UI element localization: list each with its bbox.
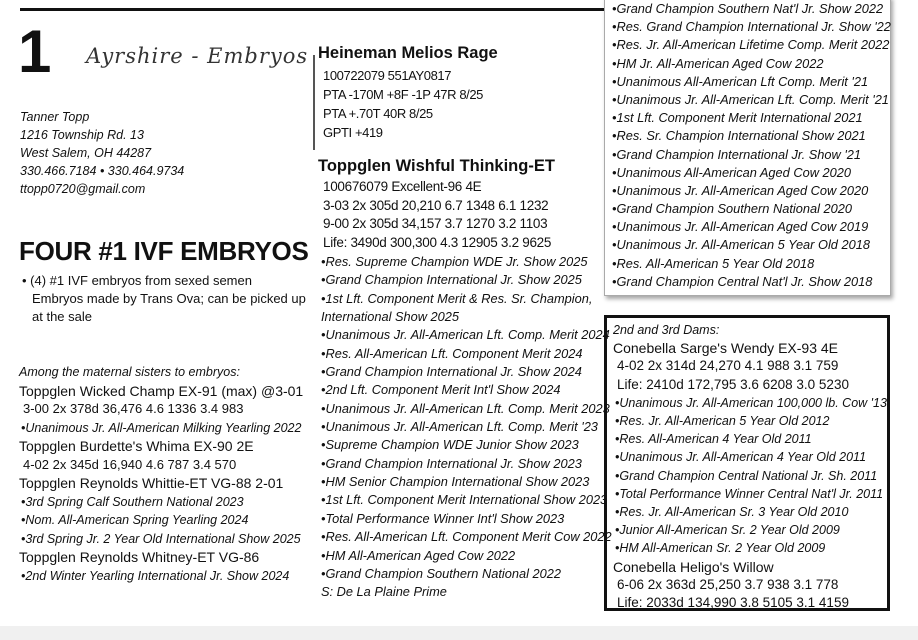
dam-record-line: 9-00 2x 305d 34,157 3.7 1270 3.2 1103 [323,216,548,231]
award-line: •Unanimous Jr. All-American Lft. Comp. Merit 2023 [321,400,610,416]
award-line: International Show 2025 [321,309,460,325]
award-line: •Res. All-American 5 Year Old 2018 [612,255,815,271]
award-line: •Res. Jr. All-American Lifetime Comp. Merit 2022 [612,37,890,53]
award-line: •HM All-American Sr. 2 Year Old 2009 [615,541,826,556]
lot-headline: FOUR #1 IVF EMBRYOS [19,236,309,266]
award-line: •Res. All-American Lft. Component Merit 2024 [321,345,583,361]
maternal-rows [19,382,319,586]
award-line: •Grand Champion Central National Jr. Sh. 2011 [615,468,878,483]
award-line: •1st Lft. Component Merit International 2021 [612,110,863,126]
award-line: •Grand Champion International Jr. Show 2023 [321,455,582,471]
dam-name: Toppglen Wishful Thinking-ET [318,157,555,175]
award-line: •Unanimous Jr. All-American 5 Year Old 2018 [612,237,870,253]
award-line: •Unanimous Jr. All-American 100,000 lb. Cow '13 [615,395,887,410]
sire-divider [313,55,315,150]
sire-info [323,66,483,142]
sister-name: Toppglen Burdette's Whima EX-90 2E [19,438,254,454]
award-line: •Res. Jr. All-American 5 Year Old 2012 [615,414,830,429]
award-line: •Unanimous All-American Lft Comp. Merit '21 [612,73,869,89]
award-line: •HM All-American Aged Cow 2022 [321,547,516,563]
consignor-phones: 330.466.7184 • 330.464.9734 [20,164,185,178]
award-line: •3rd Spring Jr. 2 Year Old International Show 2025 [21,531,301,546]
award-line: •3rd Spring Calf Southern National 2023 [21,494,244,509]
sister-name: Toppglen Wicked Champ EX-91 (max) @3-01 [19,382,304,399]
dam-records [323,178,551,252]
maternal-sisters-section [19,363,319,585]
production-record: 3-00 2x 378d 36,476 4.6 1336 3.4 983 [23,401,244,416]
award-line: •Unanimous Jr. All-American Milking Yearling 2022 [21,420,302,435]
sister-name: Toppglen Reynolds Whitney-ET VG-86 [19,549,260,565]
award-line: •Res. All-American Lft. Component Merit Cow 2022 [321,529,612,545]
sister-name: Toppglen Reynolds Whittie-ET VG-88 2-01 [19,475,284,491]
maternal-intro: Among the maternal sisters to embryos: [19,365,240,379]
sire-line: PTA -170M +8F -1P 47R 8/25 [323,87,484,102]
award-line: •Unanimous Jr. All-American Lft. Comp. Merit 2024 [321,327,610,343]
award-line: •Unanimous Jr. All-American Aged Cow 2020 [612,182,869,198]
award-line: •2nd Lft. Component Merit Int'l Show 2024 [321,382,561,398]
award-line: •2nd Winter Yearling International Jr. Show 2024 [21,568,290,583]
award-line: •HM Senior Champion International Show 2023 [321,474,590,490]
award-line: •Nom. All-American Spring Yearling 2024 [21,513,249,527]
description-line: • (4) #1 IVF embryos from sexed semen [22,273,252,288]
award-line: •Res. Grand Champion International Jr. Show '22 [612,19,891,35]
dam-record-line: 3-03 2x 305d 20,210 6.7 1348 6.1 1232 [323,197,549,213]
award-line: S: De La Plaine Prime [321,584,447,600]
award-line: •1st Lft. Component Merit International Show 2023 [321,492,608,508]
dam-record-line: 100676079 Excellent-96 4E [323,179,482,194]
description-line: at the sale [32,309,92,324]
second-third-dams-list [613,321,887,612]
award-line: •Unanimous Jr. All-American 4 Year Old 2011 [615,450,867,465]
lot-breed: Ayrshire - Embryos [86,44,309,68]
consignor-contact [20,108,184,198]
award-line: •Res. All-American 4 Year Old 2011 [615,432,812,447]
lot-description [22,272,307,326]
dam-record-line: Life: 3490d 300,300 4.3 12905 3.2 9625 [323,234,552,250]
dam-awards-list [321,253,612,602]
dam-awards-continued-list [612,0,891,291]
section-header: 2nd and 3rd Dams: [613,323,720,337]
award-line: •Grand Champion International Jr. Show '21 [612,146,862,162]
award-line: •Unanimous Jr. All-American Aged Cow 2019 [612,219,869,235]
sire-name: Heineman Melios Rage [318,44,498,62]
sire-line: GPTI +419 [323,125,383,140]
production-record: Life: 2033d 134,990 3.8 5105 3.1 4159 [617,595,849,611]
dam-name: Conebella Sarge's Wendy EX-93 4E [613,340,838,357]
lot-number: 1 [18,18,52,85]
award-line: •Supreme Champion WDE Junior Show 2023 [321,437,579,453]
award-line: •Unanimous All-American Aged Cow 2020 [612,164,851,180]
award-line: •Unanimous Jr. All-American Lft. Comp. Merit '21 [612,91,889,107]
award-line: •Grand Champion Central Nat'l Jr. Show 2018 [612,273,873,289]
consignor-address2: West Salem, OH 44287 [20,146,152,160]
award-line: •Res. Sr. Champion International Show 2021 [612,128,866,144]
production-record: 4-02 2x 345d 16,940 4.6 787 3.4 570 [23,456,237,472]
production-record: 4-02 2x 314d 24,270 4.1 988 3.1 759 [617,358,839,374]
sire-line: PTA +.70T 40R 8/25 [323,106,433,121]
award-line: •1st Lft. Component Merit & Res. Sr. Champion, [321,290,593,306]
description-line: Embryos made by Trans Ova; can be picked up [32,291,306,306]
award-line: •Res. Supreme Champion WDE Jr. Show 2025 [321,254,588,269]
production-record: Life: 2410d 172,795 3.6 6208 3.0 5230 [617,376,849,392]
consignor-address1: 1216 Township Rd. 13 [20,128,144,142]
bottom-margin [0,626,918,640]
consignor-email[interactable]: ttopp0720@gmail.com [20,182,146,196]
award-line: •Res. Jr. All-American Sr. 3 Year Old 2010 [615,505,849,520]
sire-line: 100722079 551AY0817 [323,68,452,83]
award-line: •Grand Champion Southern Nat'l Jr. Show 2022 [612,1,884,16]
award-line: •Total Performance Winner Central Nat'l Jr. 2011 [615,486,884,501]
award-line: •Grand Champion Southern National 2022 [321,565,561,581]
award-line: •Grand Champion International Jr. Show 2024 [321,364,582,380]
production-record: 6-06 2x 363d 25,250 3.7 938 3.1 778 [617,576,839,592]
award-line: •Junior All-American Sr. 2 Year Old 2009 [615,523,840,538]
award-line: •Grand Champion International Jr. Show 2025 [321,272,582,288]
award-line: •Total Performance Winner Int'l Show 2023 [321,510,565,526]
award-line: •Grand Champion Southern National 2020 [612,201,852,217]
top-rule [20,8,620,11]
dam-name: Conebella Heligo's Willow [613,558,774,575]
award-line: •HM Jr. All-American Aged Cow 2022 [612,55,824,71]
award-line: •Unanimous Jr. All-American Lft. Comp. Merit '23 [321,419,598,435]
consignor-name: Tanner Topp [20,110,90,124]
